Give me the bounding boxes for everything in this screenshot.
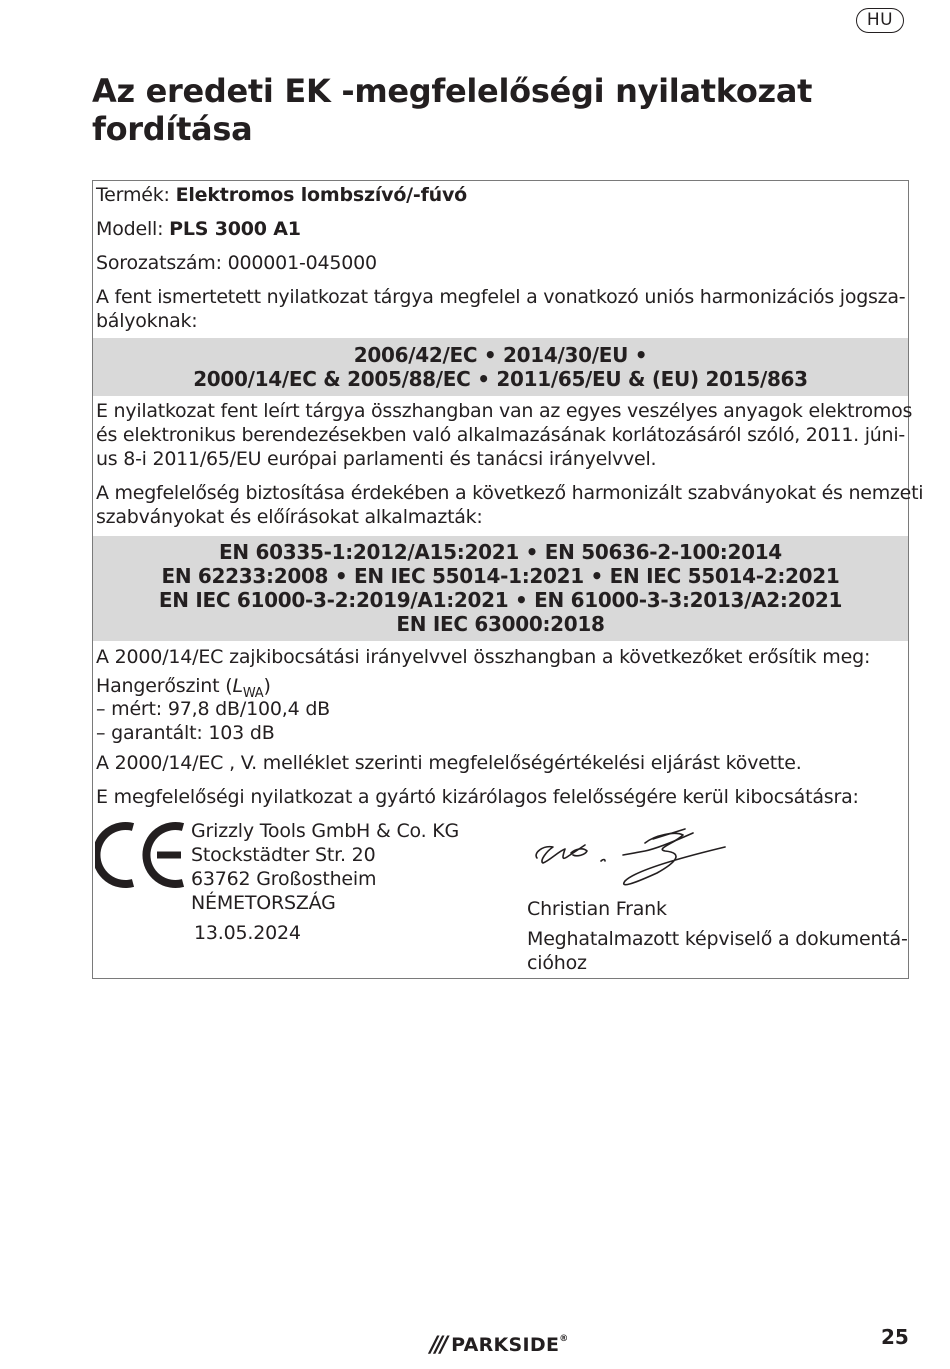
model-label: Modell: [96, 218, 170, 240]
signatory-role-line-1: Meghatalmazott képviselő a dokumentá- [527, 928, 908, 950]
conformity-line-2: bályoknak: [96, 310, 198, 332]
sound-power-close: ) [263, 675, 271, 697]
standards-band [93, 536, 908, 641]
rohs-line-1: E nyilatkozat fent leírt tárgya összhangban van az egyes veszélyes anyagok elektromos [96, 400, 913, 422]
sound-power-text: Hangerőszint ( [96, 675, 233, 697]
model-value: PLS 3000 A1 [169, 218, 301, 240]
conformity-line-1: A fent ismertetett nyilatkozat tárgya megfelel a vonatkozó uniós harmonizációs jogsza- [96, 286, 906, 308]
directives-line-2: 2000/14/EC & 2005/88/EC • 2011/65/EU & (EU) 2015/863 [193, 367, 808, 391]
declaration-box [92, 180, 924, 979]
model-line [96, 217, 301, 241]
product-line [96, 183, 467, 207]
directives-band [93, 338, 908, 396]
rohs-statement [96, 399, 913, 471]
serial-number: Sorozatszám: 000001-045000 [96, 252, 377, 274]
declaration-date: 13.05.2024 [194, 922, 301, 944]
manufacturer-street: Stockstädter Str. 20 [191, 844, 376, 866]
standards-intro [96, 481, 924, 529]
title-line-2: fordítása [92, 110, 253, 148]
standards-line-4: EN IEC 63000:2018 [396, 612, 605, 636]
title-line-1: Az eredeti EK -megfelelőségi nyilatkozat [92, 72, 813, 110]
rohs-line-3: us 8-i 2011/65/EU európai parlamenti és tanácsi irányelvvel. [96, 448, 657, 470]
logo-registered-mark: ® [559, 1334, 569, 1344]
sound-power-symbol: L [232, 675, 243, 697]
standards-intro-line-1: A megfelelőség biztosítása érdekében a következő harmonizált szabványokat és nemzeti [96, 482, 924, 504]
page-title [92, 72, 872, 148]
signatory-role-line-2: cióhoz [527, 952, 587, 974]
page-number: 25 [881, 1325, 909, 1349]
parkside-logo [430, 1333, 569, 1357]
manufacturer-address [191, 819, 459, 945]
standards-line-3: EN IEC 61000-3-2:2019/A1:2021 • EN 61000-3-3:2013/A2:2021 [158, 588, 843, 612]
signatory-name: Christian Frank [527, 898, 667, 920]
signatory-block [527, 897, 908, 975]
noise-intro: A 2000/14/EC zajkibocsátási irányelvvel összhangban a következőket erősítik meg: [96, 646, 871, 668]
standards-line-2: EN 62233:2008 • EN IEC 55014-1:2021 • EN IEC 55014-2:2021 [161, 564, 840, 588]
manufacturer-city: 63762 Großostheim [191, 868, 377, 890]
responsibility-statement: E megfelelőségi nyilatkozat a gyártó kizárólagos felelősségére kerül kibocsátásra: [96, 786, 859, 808]
product-label: Termék: [96, 184, 176, 206]
directives-line-1: 2006/42/EC • 2014/30/EU • [353, 343, 648, 367]
logo-slashes: /// [430, 1332, 446, 1358]
logo-wordmark [451, 1334, 568, 1356]
guaranteed-level: – garantált: 103 dB [96, 722, 275, 744]
standards-intro-line-2: szabványokat és előírásokat alkalmazták: [96, 506, 483, 528]
sound-power-subscript: WA [242, 685, 264, 701]
manufacturer-country: NÉMETORSZÁG [191, 892, 336, 914]
signature-graphic [525, 823, 735, 893]
procedure-statement: A 2000/14/EC , V. melléklet szerinti megfelelőségértékelési eljárást követte. [96, 752, 802, 774]
conformity-statement [96, 285, 906, 333]
logo-brand-text: PARKSIDE [451, 1334, 560, 1356]
manufacturer-name: Grizzly Tools GmbH & Co. KG [191, 820, 460, 842]
ce-mark-icon [95, 821, 187, 889]
language-badge: HU [856, 8, 904, 33]
rohs-line-2: és elektronikus berendezésekben való alkalmazásának korlátozásáról szóló, 2011. júni- [96, 424, 905, 446]
measured-level: – mért: 97,8 dB/100,4 dB [96, 698, 331, 720]
standards-line-1: EN 60335-1:2012/A15:2021 • EN 50636-2-100:2014 [219, 540, 782, 564]
product-value: Elektromos lombszívó/-fúvó [175, 184, 468, 206]
